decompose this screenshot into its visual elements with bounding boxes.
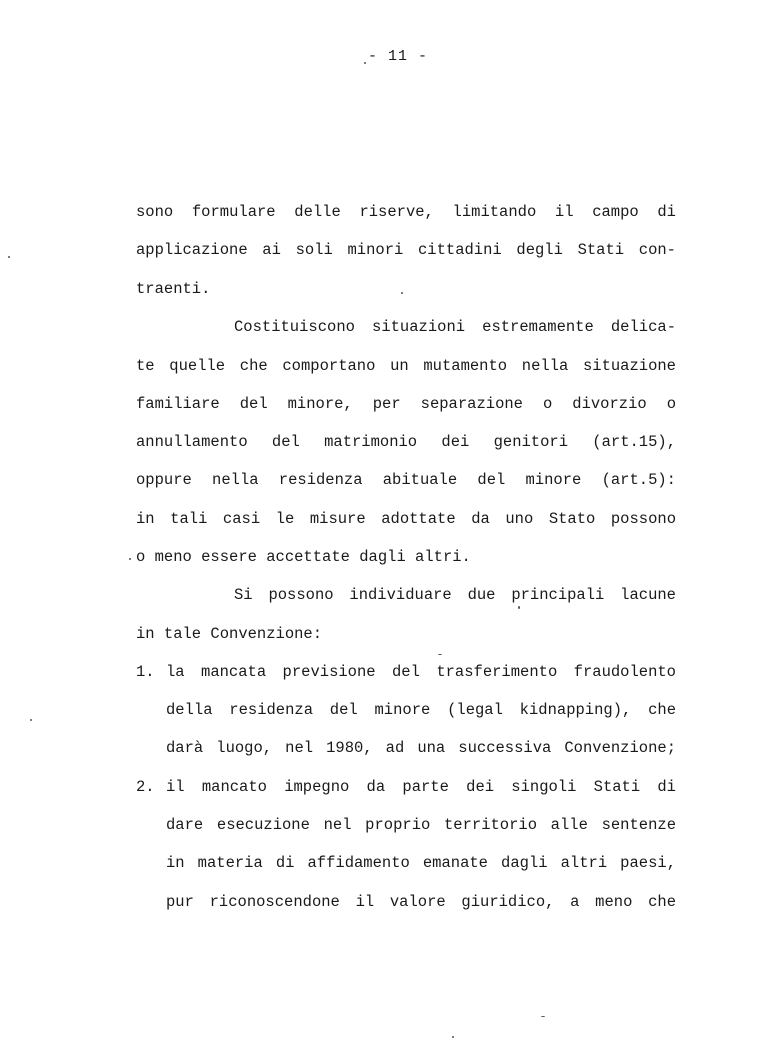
scan-speck [541,1016,545,1017]
scan-speck [129,558,131,560]
page-number: - 11 - [367,48,428,65]
text-line: oppure nella residenza abituale del minore (art.5): [136,471,676,489]
text-line: annullamento del matrimonio dei genitori (art.15), [136,433,676,451]
list-item-line: della residenza del minore (legal kidnapping), che [166,701,676,719]
list-item-line: darà luogo, nel 1980, ad una successiva Convenzione; [166,739,676,757]
list-item-line: la mancata previsione del trasferimento fraudolento [166,663,676,681]
list-marker: 1. [136,663,155,681]
text-line: familiare del minore, per separazione o divorzio o [136,395,676,413]
scan-speck [452,1036,454,1038]
scan-speck [401,292,403,294]
list-item-line: in materia di affidamento emanate dagli altri paesi, [166,854,676,872]
text-line: Si possono individuare due principali lacune [234,586,676,604]
text-line: te quelle che comportano un mutamento nella situazione [136,357,676,375]
text-line: in tali casi le misure adottate da uno Stato possono [136,510,676,528]
list-item-line: dare esecuzione nel proprio territorio alle sentenze [166,816,676,834]
list-item-line: il mancato impegno da parte dei singoli Stati di [166,778,676,796]
text-line: Costituiscono situazioni estremamente delica- [234,318,676,336]
scan-speck [364,62,366,64]
text-line: applicazione ai soli minori cittadini degli Stati con- [136,241,676,259]
list-marker: 2. [136,778,155,796]
list-item-line: pur riconoscendone il valore giuridico, a meno che [166,893,676,911]
scan-speck [518,606,520,609]
scan-speck [438,654,442,655]
text-line: o meno essere accettate dagli altri. [136,548,471,566]
text-line: in tale Convenzione: [136,625,323,643]
scan-speck [30,719,32,721]
scan-speck [8,256,10,258]
text-line: traenti. [136,280,211,298]
text-line: sono formulare delle riserve, limitando il campo di [136,203,676,221]
